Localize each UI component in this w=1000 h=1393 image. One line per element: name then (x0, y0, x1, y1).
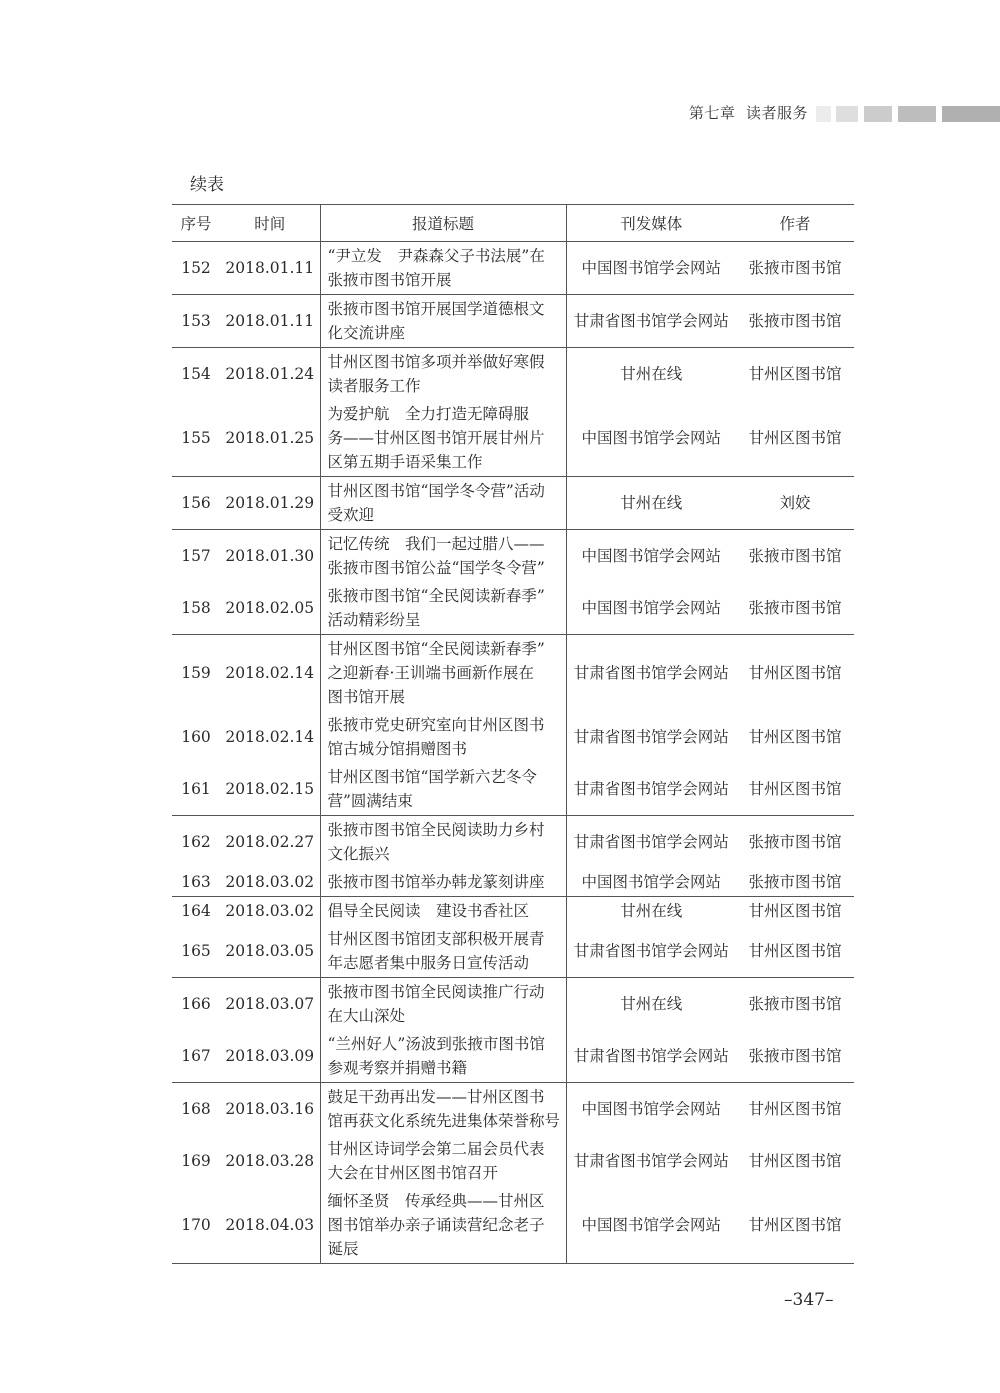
title-line: 馆再获文化系统先进集体荣誉称号 (327, 1112, 561, 1130)
cell-no: 168 (172, 1083, 220, 1136)
title-line: 馆古城分馆捐赠图书 (327, 740, 468, 758)
title-line: 张掖市图书馆举办韩龙篆刻讲座 (327, 873, 545, 891)
title-line: 活动精彩纷呈 (327, 611, 421, 629)
cell-media: 甘州在线 (566, 897, 736, 926)
title-line: 参观考察并捐赠书籍 (327, 1059, 468, 1077)
cell-title (320, 348, 566, 401)
cell-author: 甘州区图书馆 (736, 1083, 854, 1136)
title-line: 为爱护航 全力打造无障碍服 (327, 405, 530, 423)
table-row (172, 582, 854, 635)
cell-date: 2018.02.05 (225, 599, 315, 617)
title-line: 缅怀圣贤 传承经典——甘州区 (327, 1192, 545, 1210)
title-line: 文化振兴 (327, 845, 390, 863)
cell-no: 166 (172, 978, 220, 1031)
header-decor-bar (836, 106, 858, 122)
column-header-author: 作者 (736, 205, 854, 242)
table-row (172, 763, 854, 816)
cell-author: 张掖市图书馆 (748, 1047, 842, 1065)
cell-media: 中国图书馆学会网站 (581, 429, 721, 447)
page-number: –347– (784, 1290, 834, 1310)
column-header-media: 刊发媒体 (566, 205, 736, 242)
cell-title (320, 925, 566, 978)
cell-media: 中国图书馆学会网站 (566, 1083, 736, 1136)
cell-author: 张掖市图书馆 (748, 259, 842, 277)
cell-no: 159 (172, 635, 220, 712)
chapter-label: 第七章 (688, 104, 736, 122)
table-row (172, 1135, 854, 1187)
header-decor-bar (942, 106, 1000, 122)
title-line: 在大山深处 (327, 1007, 406, 1025)
cell-no: 153 (172, 295, 220, 348)
cell-date: 2018.02.14 (225, 728, 315, 746)
cell-title (320, 816, 566, 869)
title-line: 甘州区图书馆“国学新六艺冬令 (327, 768, 537, 786)
title-line: 张掖市图书馆全民阅读推广行动 (327, 983, 545, 1001)
cell-title (320, 897, 566, 926)
cell-title (320, 1083, 566, 1136)
title-line: 区第五期手语采集工作 (327, 453, 483, 471)
cell-media: 甘肃省图书馆学会网站 (573, 1152, 729, 1170)
title-line: 读者服务工作 (327, 377, 421, 395)
cell-date: 2018.03.05 (225, 942, 315, 960)
title-line: 之迎新春·王训端书画新作展在 (327, 664, 534, 682)
title-line: “兰州好人”汤波到张掖市图书馆 (327, 1035, 545, 1053)
table-row (172, 897, 854, 926)
table-header-row (172, 205, 854, 242)
title-line: 务——甘州区图书馆开展甘州片 (327, 429, 545, 447)
cell-media: 甘肃省图书馆学会网站 (573, 1047, 729, 1065)
title-line: 张掖市图书馆公益“国学冬令营” (327, 559, 545, 577)
cell-title (320, 1135, 566, 1187)
cell-title (320, 530, 566, 583)
cell-title (320, 400, 566, 477)
cell-date: 2018.03.09 (225, 1047, 315, 1065)
title-line: 张掖市图书馆开展 (327, 271, 452, 289)
cell-media: 中国图书馆学会网站 (581, 259, 721, 277)
cell-date: 2018.01.11 (225, 259, 315, 277)
cell-media: 甘肃省图书馆学会网站 (573, 728, 729, 746)
cell-media: 甘州在线 (566, 348, 736, 401)
title-line: 鼓足干劲再出发——甘州区图书 (327, 1088, 545, 1106)
cell-author: 张掖市图书馆 (748, 599, 842, 617)
cell-author: 甘州区图书馆 (748, 728, 842, 746)
cell-author: 张掖市图书馆 (736, 295, 854, 348)
cell-title (320, 711, 566, 763)
header-decor-bar (898, 106, 936, 122)
title-line: 倡导全民阅读 建设书香社区 (327, 902, 530, 920)
table-caption: 续表 (190, 175, 224, 195)
cell-author: 甘州区图书馆 (748, 1152, 842, 1170)
cell-title (320, 477, 566, 530)
title-line: 诞辰 (327, 1240, 359, 1258)
cell-media: 甘肃省图书馆学会网站 (573, 780, 729, 798)
table-row (172, 242, 854, 295)
table-row (172, 925, 854, 978)
cell-title (320, 868, 566, 897)
cell-no: 169 (181, 1152, 211, 1170)
cell-no: 163 (181, 873, 211, 891)
cell-date: 2018.04.03 (225, 1216, 315, 1234)
cell-author: 甘州区图书馆 (748, 429, 842, 447)
cell-title (320, 295, 566, 348)
cell-date: 2018.01.25 (225, 429, 315, 447)
cell-no: 154 (172, 348, 220, 401)
cell-no: 167 (181, 1047, 211, 1065)
cell-media: 中国图书馆学会网站 (566, 530, 736, 583)
cell-no: 161 (181, 780, 211, 798)
table-row (172, 1083, 854, 1136)
cell-media: 中国图书馆学会网站 (581, 873, 721, 891)
table-row (172, 1187, 854, 1264)
cell-media: 甘肃省图书馆学会网站 (566, 295, 736, 348)
cell-author: 甘州区图书馆 (748, 780, 842, 798)
cell-author: 甘州区图书馆 (748, 942, 842, 960)
cell-no: 164 (172, 897, 220, 926)
title-line: “尹立发 尹森森父子书法展”在 (327, 247, 545, 265)
cell-author: 张掖市图书馆 (748, 873, 842, 891)
report-table (172, 204, 854, 1264)
column-header-title: 报道标题 (320, 205, 566, 242)
title-line: 张掖市党史研究室向甘州区图书 (327, 716, 545, 734)
table-row (172, 477, 854, 530)
cell-media: 中国图书馆学会网站 (581, 599, 721, 617)
cell-media: 甘肃省图书馆学会网站 (566, 816, 736, 869)
cell-no: 157 (172, 530, 220, 583)
cell-author: 甘州区图书馆 (736, 635, 854, 712)
cell-date: 2018.03.07 (220, 978, 320, 1031)
table-row (172, 348, 854, 401)
table-row (172, 400, 854, 477)
cell-title (320, 1030, 566, 1083)
cell-date: 2018.02.27 (220, 816, 320, 869)
title-line: 年志愿者集中服务日宣传活动 (327, 954, 530, 972)
cell-no: 170 (181, 1216, 211, 1234)
table-row (172, 816, 854, 869)
cell-no: 155 (181, 429, 211, 447)
cell-media: 中国图书馆学会网站 (581, 1216, 721, 1234)
cell-media: 甘肃省图书馆学会网站 (566, 635, 736, 712)
table-row (172, 1030, 854, 1083)
cell-no: 165 (181, 942, 211, 960)
table-row (172, 635, 854, 712)
cell-date: 2018.02.14 (220, 635, 320, 712)
table-row (172, 295, 854, 348)
cell-author: 甘州区图书馆 (736, 348, 854, 401)
column-header-no: 序号 (172, 205, 220, 242)
cell-date: 2018.02.15 (225, 780, 315, 798)
title-line: 营”圆满结束 (327, 792, 413, 810)
cell-title (320, 635, 566, 712)
title-line: 图书馆举办亲子诵读营纪念老子 (327, 1216, 545, 1234)
title-line: 大会在甘州区图书馆召开 (327, 1164, 499, 1182)
title-line: 化交流讲座 (327, 324, 406, 342)
running-header-title (689, 102, 808, 124)
table-row (172, 978, 854, 1031)
cell-date: 2018.03.28 (225, 1152, 315, 1170)
title-line: 张掖市图书馆全民阅读助力乡村 (327, 821, 545, 839)
title-line: 记忆传统 我们一起过腊八—— (327, 535, 545, 553)
cell-media: 甘州在线 (566, 477, 736, 530)
header-decor-bar (864, 106, 892, 122)
cell-media: 甘州在线 (566, 978, 736, 1031)
column-header-date: 时间 (220, 205, 320, 242)
title-line: 甘州区图书馆“国学冬令营”活动 (327, 482, 545, 500)
cell-title (320, 978, 566, 1031)
cell-date: 2018.03.02 (225, 873, 315, 891)
header-decor-bar (816, 106, 831, 122)
cell-title (320, 763, 566, 816)
cell-title (320, 1187, 566, 1264)
title-line: 张掖市图书馆开展国学道德根文 (327, 300, 545, 318)
title-line: 受欢迎 (327, 506, 375, 524)
cell-media: 甘肃省图书馆学会网站 (573, 942, 729, 960)
cell-author: 甘州区图书馆 (736, 897, 854, 926)
cell-author: 张掖市图书馆 (736, 816, 854, 869)
cell-no: 158 (181, 599, 211, 617)
cell-author: 张掖市图书馆 (736, 530, 854, 583)
title-line: 张掖市图书馆“全民阅读新春季” (327, 587, 545, 605)
cell-no: 162 (172, 816, 220, 869)
cell-author: 刘姣 (736, 477, 854, 530)
cell-date: 2018.03.02 (220, 897, 320, 926)
title-line: 甘州区诗词学会第二届会员代表 (327, 1140, 545, 1158)
table-row (172, 530, 854, 583)
title-line: 甘州区图书馆“全民阅读新春季” (327, 640, 545, 658)
cell-date: 2018.01.29 (220, 477, 320, 530)
title-line: 甘州区图书馆多项并举做好寒假 (327, 353, 545, 371)
table-row (172, 711, 854, 763)
title-line: 甘州区图书馆团支部积极开展青 (327, 930, 545, 948)
cell-author: 张掖市图书馆 (736, 978, 854, 1031)
cell-no: 160 (181, 728, 211, 746)
cell-title (320, 242, 566, 295)
cell-date: 2018.03.16 (220, 1083, 320, 1136)
cell-no: 156 (172, 477, 220, 530)
title-line: 图书馆开展 (327, 688, 406, 706)
section-label: 读者服务 (745, 104, 808, 122)
table-row (172, 868, 854, 897)
running-header (0, 102, 1000, 124)
cell-title (320, 582, 566, 635)
cell-date: 2018.01.30 (220, 530, 320, 583)
table-body (172, 242, 854, 1264)
cell-date: 2018.01.11 (220, 295, 320, 348)
cell-date: 2018.01.24 (220, 348, 320, 401)
cell-author: 甘州区图书馆 (748, 1216, 842, 1234)
cell-no: 152 (181, 259, 211, 277)
